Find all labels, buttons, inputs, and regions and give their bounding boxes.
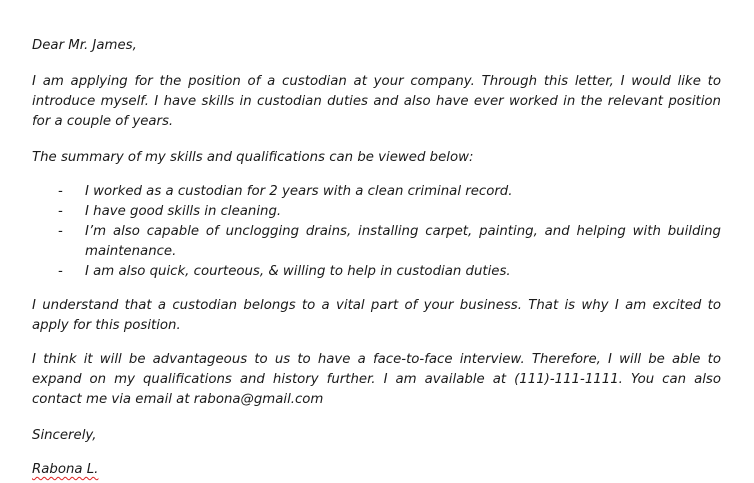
bullet-dash: - bbox=[58, 204, 63, 219]
bullet-dash: - bbox=[58, 264, 63, 279]
intro-paragraph: I am applying for the position of a custodian at your company. Through this letter, I would like to introduce myself. I have skills in custodian duties and also have ever worked in the relevant position for a couple of years. bbox=[32, 74, 721, 129]
list-item-text: I am also quick, courteous, & willing to help in custodian duties. bbox=[85, 264, 511, 279]
bullet-dash: - bbox=[58, 224, 63, 239]
list-item-text: I’m also capable of unclogging drains, installing carpet, painting, and helping with building maintenance. bbox=[85, 224, 721, 259]
signature-name: Rabona L. bbox=[32, 462, 99, 477]
interview-paragraph: I think it will be advantageous to us to have a face-to-face interview. Therefore, I will be able to expand on my qualifications and history further. I am available at (111)-111-1111. You can also contact me via email at rabona@gmail.com bbox=[32, 352, 721, 407]
qualification-list bbox=[32, 182, 721, 282]
bullet-dash: - bbox=[58, 184, 63, 199]
summary-lead: The summary of my skills and qualifications can be viewed below: bbox=[32, 150, 474, 165]
list-item-text: I have good skills in cleaning. bbox=[85, 204, 282, 219]
understanding-paragraph: I understand that a custodian belongs to a vital part of your business. That is why I am excited to apply for this position. bbox=[32, 298, 721, 333]
cover-letter bbox=[32, 36, 721, 480]
list-item bbox=[32, 182, 721, 202]
list-item bbox=[32, 202, 721, 222]
closing: Sincerely, bbox=[32, 428, 97, 443]
signature-line bbox=[32, 460, 721, 480]
salutation: Dear Mr. James, bbox=[32, 38, 137, 53]
list-item bbox=[32, 222, 721, 262]
list-item-text: I worked as a custodian for 2 years with a clean criminal record. bbox=[85, 184, 513, 199]
list-item bbox=[32, 262, 721, 282]
